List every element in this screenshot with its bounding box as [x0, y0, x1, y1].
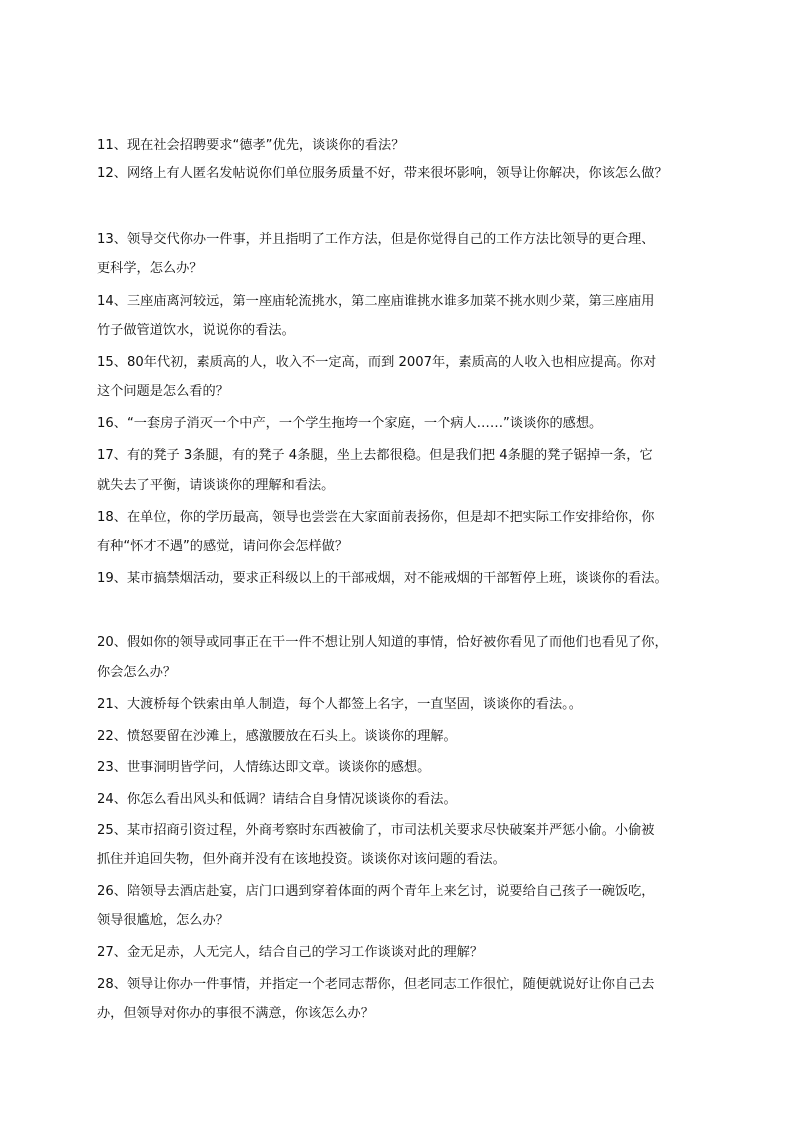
question-16: 16、“一套房子消灭一个中产，一个学生拖垮一个家庭，一个病人……”谈谈你的感想。: [97, 416, 603, 431]
question-18-line-1: 18、在单位，你的学历最高，领导也尝尝在大家面前表扬你，但是却不把实际工作安排给你，你: [97, 510, 655, 525]
question-26-line-1: 26、陪领导去酒店赴宴，店门口遇到穿着体面的两个青年上来乞讨，说要给自己孩子一碗饭吃，: [97, 884, 655, 899]
question-23: 23、世事洞明皆学问，人情练达即文章。谈谈你的感想。: [97, 760, 431, 775]
question-17-line-2: 就失去了平衡，请谈谈你的理解和看法。: [97, 478, 335, 493]
question-19: 19、某市搞禁烟活动，要求正科级以上的干部戒烟，对不能戒烟的干部暂停上班，谈谈你的看法。: [97, 571, 668, 586]
question-25-line-1: 25、某市招商引资过程，外商考察时东西被偷了，市司法机关要求尽快破案并严惩小偷。小偷被: [97, 823, 655, 838]
question-28-line-1: 28、领导让你办一件事情，并指定一个老同志帮你，但老同志工作很忙，随便就说好让你自己去: [97, 977, 655, 992]
question-20-line-1: 20、假如你的领导或同事正在干一件不想让别人知道的事情，恰好被你看见了而他们也看见了你，: [97, 635, 668, 650]
question-21: 21、大渡桥每个铁索由单人制造，每个人都签上名字，一直坚固，谈谈你的看法。。: [97, 697, 582, 712]
question-15-line-1: 15、80年代初，素质高的人，收入不一定高，而到 2007年，素质高的人收入也相应提高。你对: [97, 355, 657, 370]
question-11: 11、现在社会招聘要求“德孝”优先，谈谈你的看法？: [97, 138, 405, 153]
question-14-line-1: 14、三座庙离河较远，第一座庙轮流挑水，第二座庙谁挑水谁多加菜不挑水则少菜，第三座庙用: [97, 294, 655, 309]
question-17-line-1: 17、有的凳子 3条腿，有的凳子 4条腿，坐上去都很稳。但是我们把 4条腿的凳子锯掉一条，它: [97, 448, 653, 463]
question-20-line-2: 你会怎么办？: [97, 665, 177, 680]
question-26-line-2: 领导很尴尬，怎么办？: [97, 913, 229, 928]
question-15-line-2: 这个问题是怎么看的？: [97, 384, 229, 399]
question-14-line-2: 竹子做管道饮水，说说你的看法。: [97, 323, 295, 338]
question-18-line-2: 有种“怀才不遇”的感觉，请问你会怎样做？: [97, 539, 349, 554]
question-13-line-1: 13、领导交代你办一件事，并且指明了工作方法，但是你觉得自己的工作方法比领导的更合理、: [97, 232, 655, 247]
question-27: 27、金无足赤，人无完人，结合自己的学习工作谈谈对此的理解？: [97, 945, 484, 960]
question-22: 22、愤怒要留在沙滩上，感激腰放在石头上。谈谈你的理解。: [97, 729, 457, 744]
question-28-line-2: 办，但领导对你办的事很不满意，你该怎么办？: [97, 1006, 374, 1021]
question-24: 24、你怎么看出风头和低调？请结合自身情况谈谈你的看法。: [97, 792, 457, 807]
question-12: 12、网络上有人匿名发帖说你们单位服务质量不好，带来很坏影响，领导让你解决，你该怎么做？: [97, 166, 668, 181]
question-13-line-2: 更科学，怎么办？: [97, 261, 203, 276]
question-25-line-2: 抓住并追回失物，但外商并没有在该地投资。谈谈你对该问题的看法。: [97, 852, 506, 867]
